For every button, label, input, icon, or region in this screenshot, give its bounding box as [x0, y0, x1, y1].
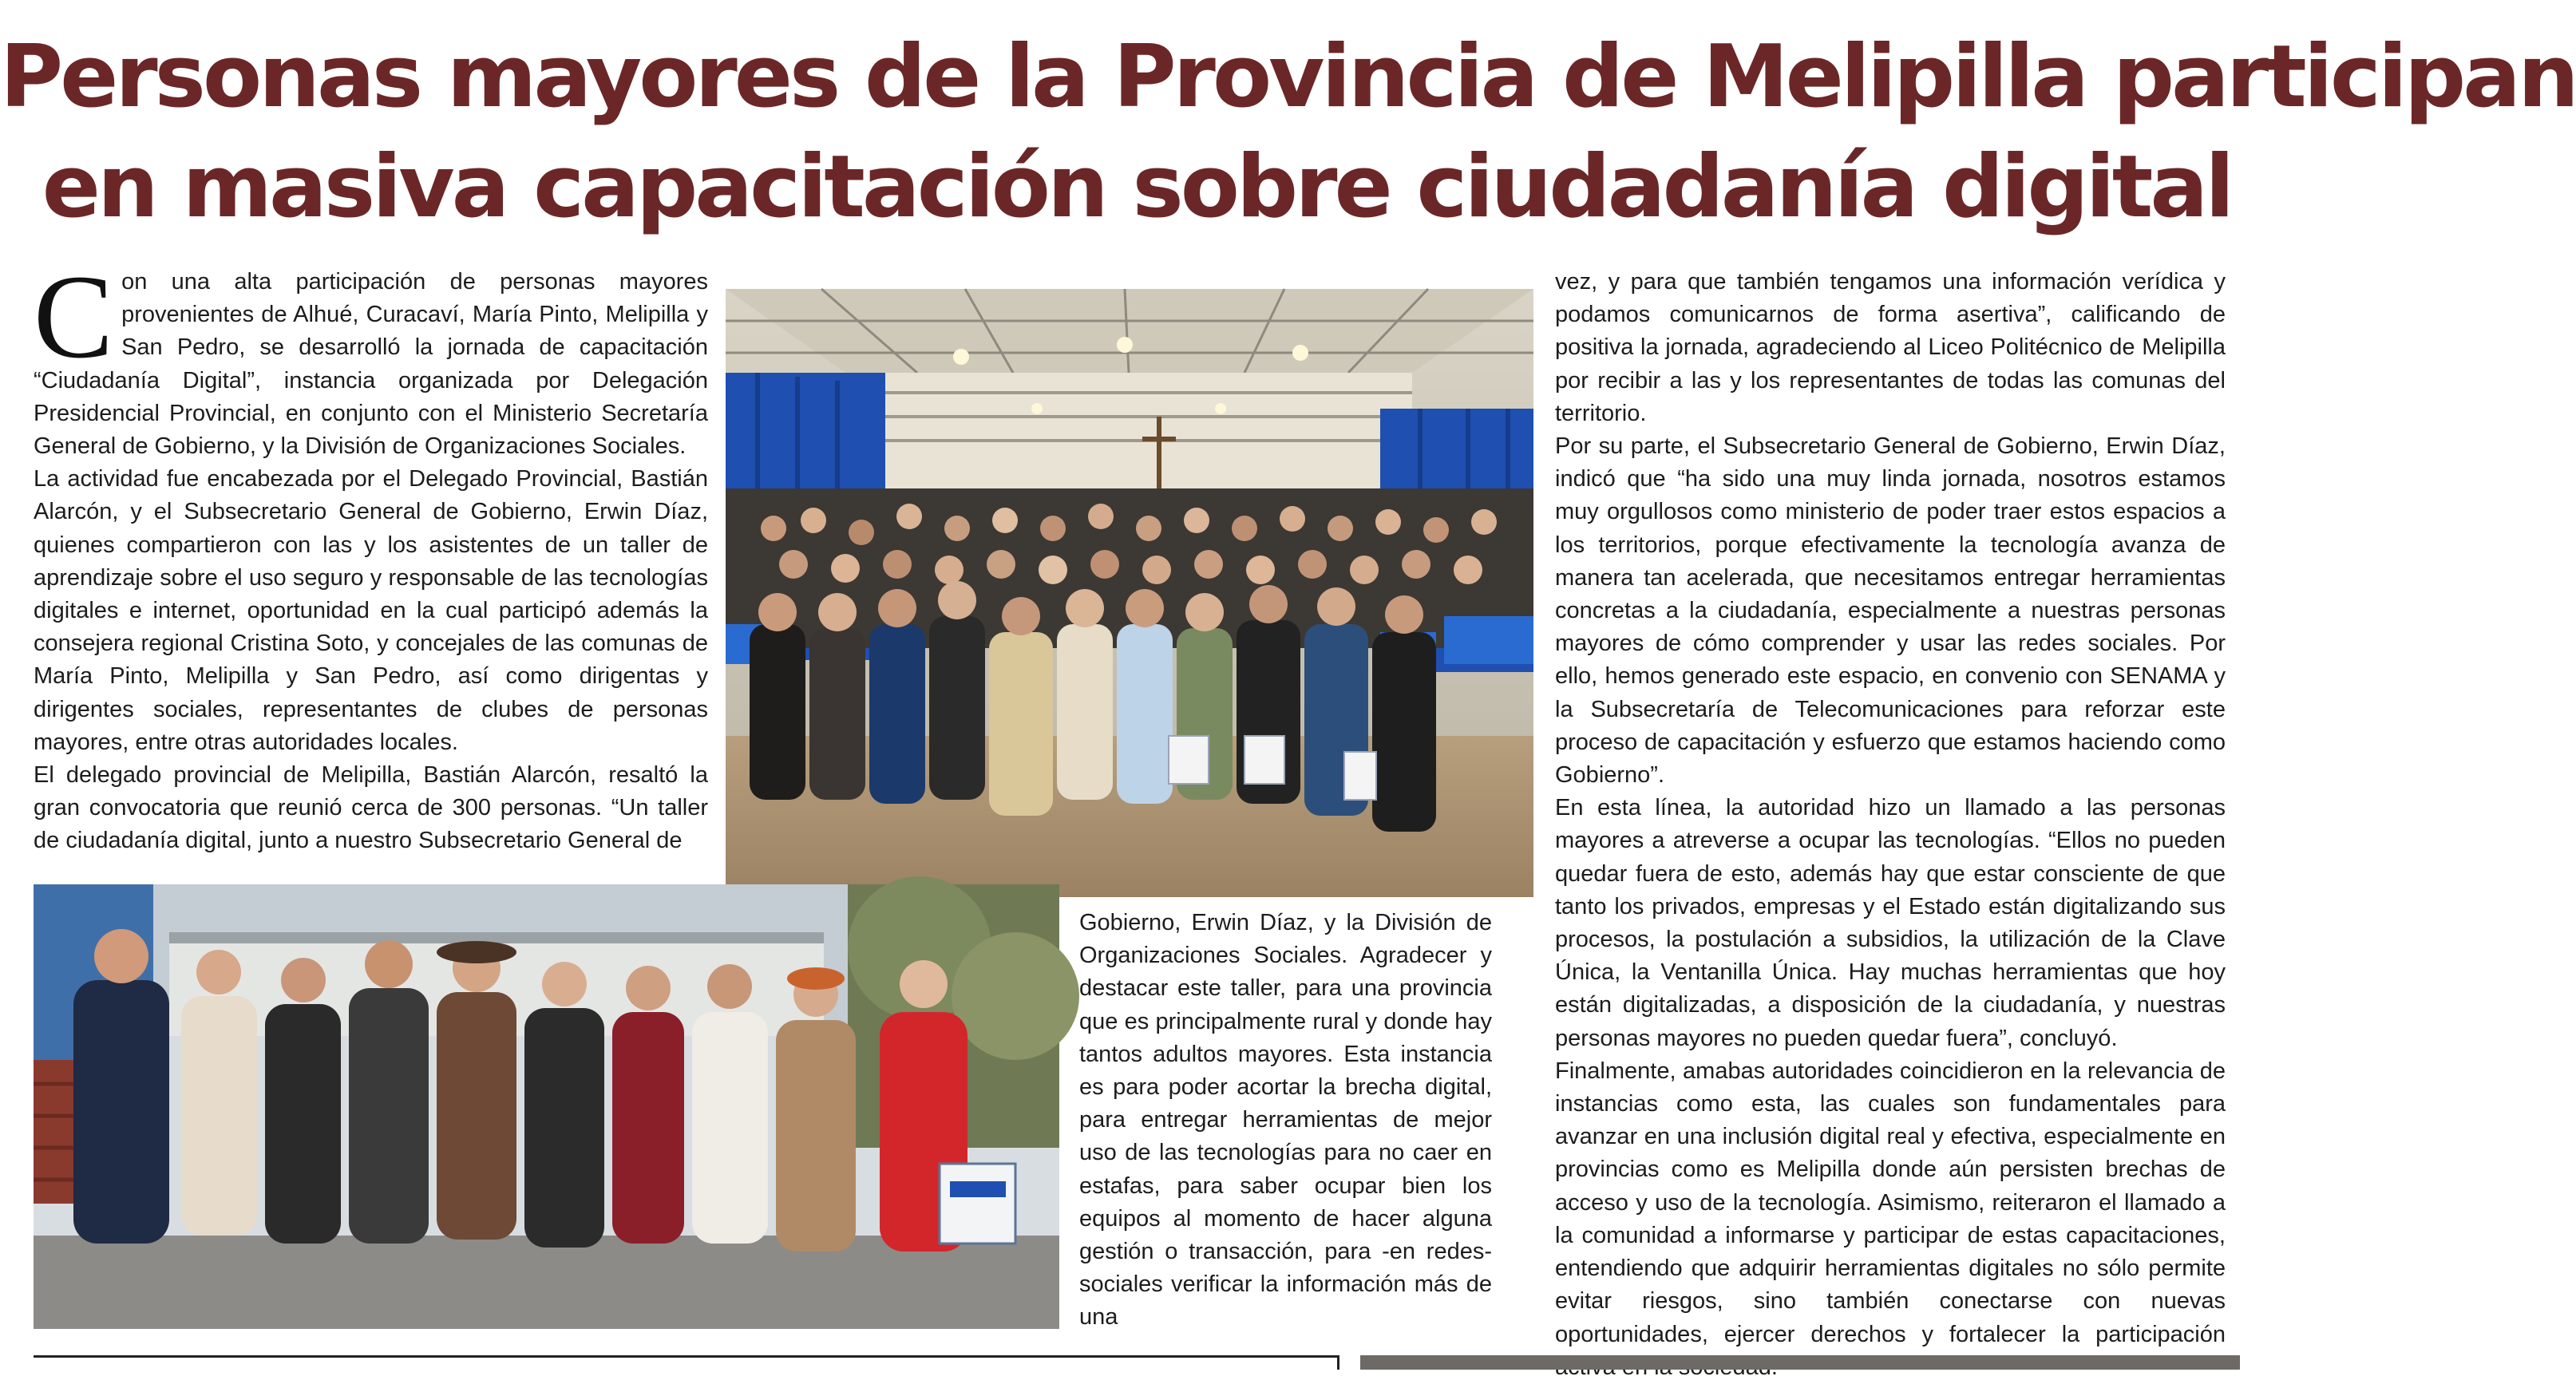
paragraph-conclusion: Finalmente, amabas autoridades coincidieron en la relevancia de instancias como esta, las cuales son fundamentales para avanzar en una inclusión digital real y efectiva, especialmente en provincias como es Melipilla donde aún persisten brechas de acceso y uso de la tecnología. Asimismo, reiteraron el llamado a la comunidad a informarse y participar de estas capacitaciones, entendiendo que adquirir herramientas digitales no sólo permite evitar riesgos, sino también conectarse con nuevas oportunidades, ejercer derechos y fortalecer la participación	[1555, 1058, 2226, 1347]
paragraph-call-to-action: En esta línea, la autoridad hizo un llamado a las personas mayores a atreverse a ocupar las tecnologías. “Ellos no pueden quedar fuera de esto, además hay que estar consciente de que tanto los privados, empresas y el Estado están digitalizando sus procesos, la postulación a subsidios, la utilización de la Clave Única, la Ventanilla Única. Hay muchas herramientas que hoy están digitalizadas, a disposición de la ciudadanía, y nuestras personas mayores no pueden quedar fuera”, concluyó.	[1555, 795, 2226, 1051]
bottom-vertical-rule	[1337, 1355, 1339, 1370]
auditorium-group-photo	[726, 289, 1533, 897]
outdoor-photo-illustration	[34, 884, 1059, 1329]
paragraph-intro-text: on una alta participación de personas mayores provenientes de Alhué, Curacaví, María Pinto, Melipilla y San Pedro, se desarrolló la jornada de capacitación “Ciudadanía Digital”, instancia organizada por Delegación Presidencial Provincial, en conjunto con el Ministerio Secretaría General de Gobierno, y la División de Organizaciones Sociales.	[34, 269, 708, 460]
auditorium-photo-illustration	[726, 289, 1533, 897]
bottom-divider-rule	[34, 1355, 1337, 1358]
headline-line-2: en masiva capacitación sobre ciudadanía digital	[42, 137, 2232, 237]
paragraph-delegate: El delegado provincial de Melipilla, Bastián Alarcón, resaltó la gran convocatoria que reunió cerca de 300 personas. “Un taller de ciudadanía digital, junto a nuestro Subsecretario General de	[34, 762, 708, 854]
paragraph-subsecretario: Por su parte, el Subsecretario General de Gobierno, Erwin Díaz, indicó que “ha sido una muy linda jornada, nosotros estamos muy orgullosos como ministerio de poder traer estos espacios a los territorios, porque efectivamente la tecnología avanza de manera tan acelerada, que necesitamos entregar herramientas concretas a la ciudadanía, especialmente a nuestras personas mayores de cómo comprender y usar las redes sociales. Por ello, hemos generado este espacio, en convenio con SENAMA y la Subsecretaría de Telecomunicaciones para reforzar este proceso de capacitación y esfuerzo que estamos haciendo como Gobierno”.	[1555, 433, 2226, 789]
paragraph-delegate-continued: Gobierno, Erwin Díaz, y la División de Organizaciones Sociales. Agradecer y destacar este taller, para una provincia que es principalmente rural y donde hay tantos adultos mayores. Esta instancia es para poder acortar la brecha digital, para entregar herramientas de mejor uso de las tecnologías para no caer en estafas, para saber ocupar bien los equipos al momento de hacer alguna gestión o transacción, para -en redes- sociales verificar la información más de una	[1079, 910, 1492, 1331]
paragraph-activity: La actividad fue encabezada por el Delegado Provincial, Bastián Alarcón, y el Subsecretario General de Gobierno, Erwin Díaz, quienes compartieron con las y los asistentes de un taller de aprendizaje sobre el uso seguro y responsable de las tecnologías digitales e internet, oportunidad en la cual participó además la consejera regional Cristina Soto, y concejales de las comunas de María Pinto, Melipilla y San Pedro, así como dirigentas y dirigentes sociales, representantes de clubes de personas mayores, entre otras autoridades locales.	[34, 466, 708, 755]
article-column-2	[1555, 266, 2226, 1351]
headline-line-1: Personas mayores de la Provincia de Melipilla participan	[0, 27, 2576, 127]
outdoor-group-photo	[34, 884, 1059, 1329]
next-article-photo-edge	[1360, 1355, 2240, 1370]
drop-cap: C	[34, 251, 114, 383]
paragraph-delegate-end: vez, y para que también tengamos una información verídica y podamos comunicarnos de forma asertiva”, calificando de positiva la jornada, agradeciendo al Liceo Politécnico de Melipilla por recibir a las y los representantes de todas las comunas del territorio.	[1555, 269, 2226, 426]
paragraph-intro	[34, 251, 708, 463]
headline	[0, 22, 2576, 243]
article-column-1	[34, 251, 708, 856]
article-column-1-continued	[1079, 907, 1492, 1350]
